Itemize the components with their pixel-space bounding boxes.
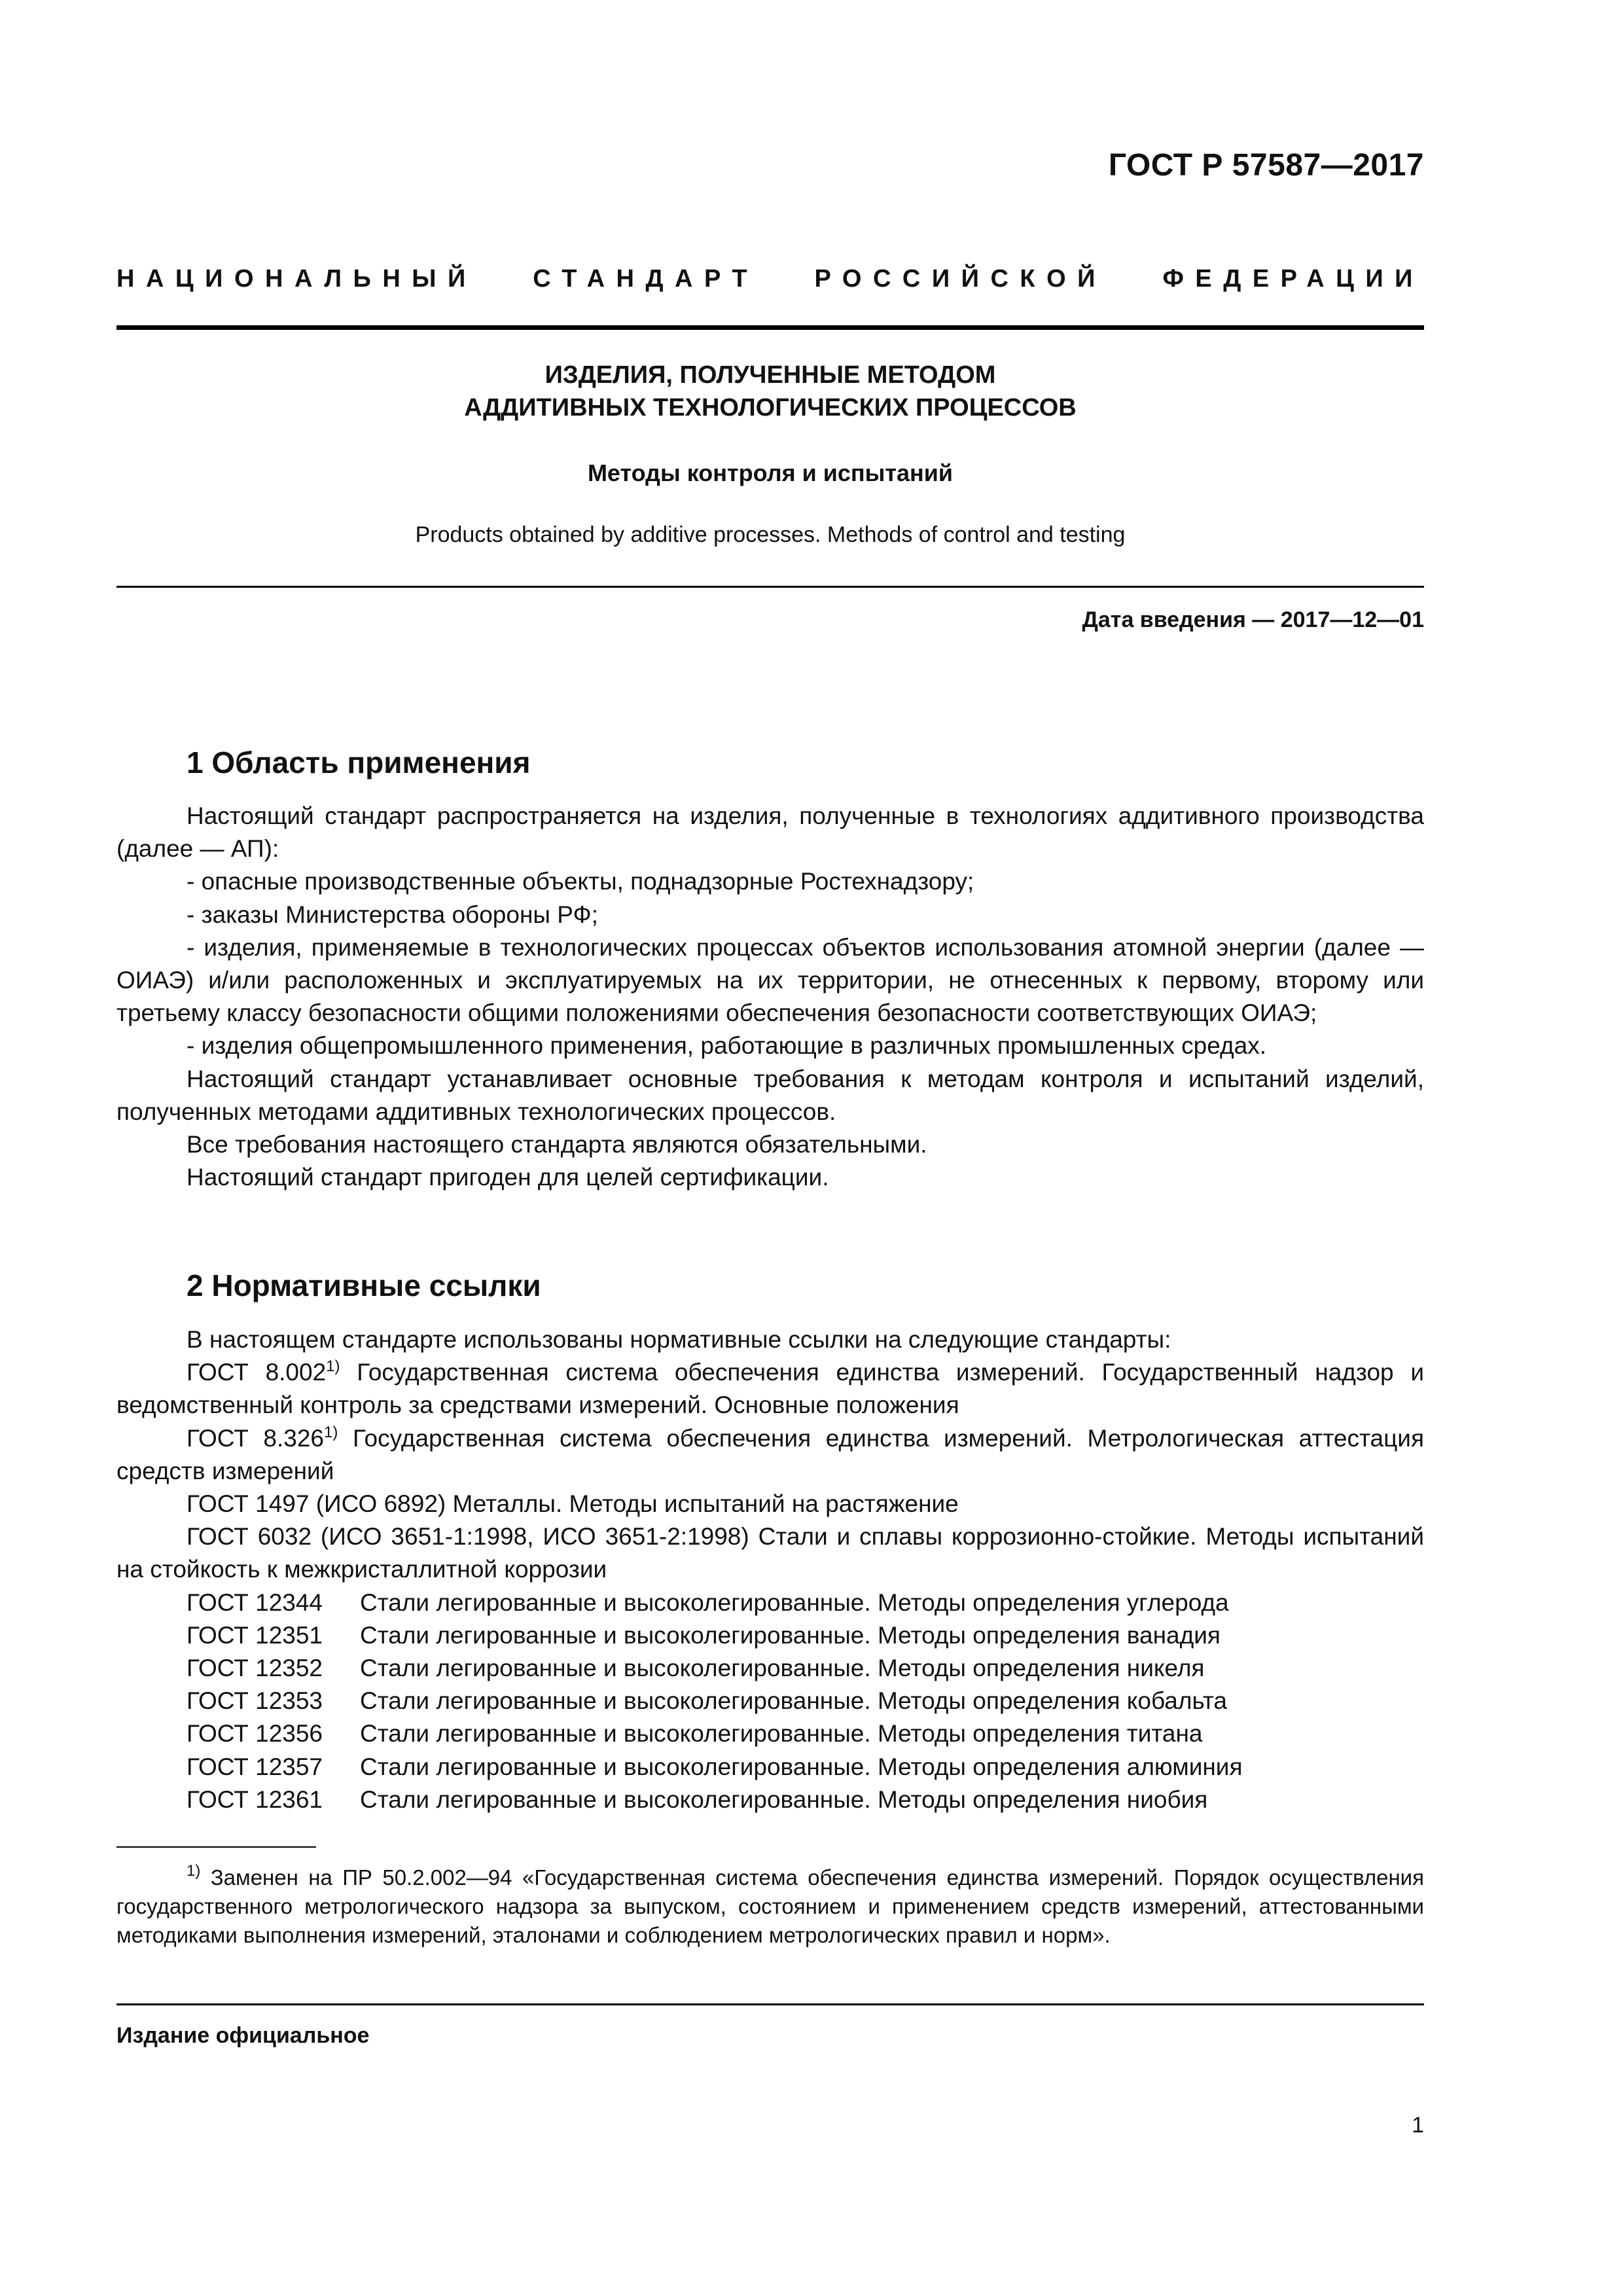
scope-list-item: - заказы Министерства обороны РФ;	[187, 901, 598, 928]
section-2-heading: 2 Нормативные ссылки	[187, 1268, 541, 1302]
document-title-english: Products obtained by additive processes. Methods of control and testing	[415, 522, 1126, 547]
official-edition-label: Издание официальное	[116, 2023, 370, 2048]
reference-code: ГОСТ 12344	[187, 1588, 323, 1616]
reference-title: Стали легированные и высоколегированные. Методы определения титана	[360, 1720, 1203, 1748]
section-1-body	[116, 800, 1424, 1194]
scope-paragraph: Настоящий стандарт устанавливает основные требования к методам контроля и испытаний изделий, полученных методами аддитивных технологических процессов.	[116, 1065, 1424, 1125]
reference-code: ГОСТ 12353	[187, 1687, 323, 1715]
document-title-line-2: АДДИТИВНЫХ ТЕХНОЛОГИЧЕСКИХ ПРОЦЕССОВ	[464, 394, 1077, 422]
reference-title: Государственная система обеспечения единства измерений. Метрологическая аттестация средств измерений	[116, 1424, 1424, 1484]
reference-code: ГОСТ 12351	[187, 1621, 323, 1649]
footnote-body: Заменен на ПР 50.2.002—94 «Государственная система обеспечения единства измерений. Порядок осуществления государственного метрологического надзора за выпуском, состоянием и применением средств измерений, аттестованными методиками выполнения измерений, эталонами и соблюдением метрологических правил и норм».	[116, 1865, 1424, 1947]
reference-row	[116, 1751, 1424, 1784]
footnote-marker: 1)	[326, 1357, 340, 1376]
reference-row	[116, 1587, 1424, 1619]
footnote-marker: 1)	[324, 1423, 338, 1441]
header-divider	[116, 325, 1424, 330]
references-intro: В настоящем стандарте использованы нормативные ссылки на следующие стандарты:	[187, 1326, 1171, 1353]
scope-paragraph: Все требования настоящего стандарта являются обязательными.	[187, 1131, 927, 1158]
reference-title: Стали легированные и высоколегированные. Методы определения углерода	[360, 1588, 1229, 1616]
scope-paragraph: Настоящий стандарт пригоден для целей сертификации.	[187, 1164, 829, 1191]
scope-list-item: - изделия общепромышленного применения, работающие в различных промышленных средах.	[187, 1032, 1266, 1060]
reference-item	[116, 1422, 1424, 1488]
footer-divider	[116, 2003, 1424, 2005]
reference-title: Стали легированные и высоколегированные. Методы определения ниобия	[360, 1785, 1208, 1813]
scope-list-item: - изделия, применяемые в технологических процессах объектов использования атомной энергии (далее — ОИАЭ) и/или расположенных и эксплуатируемых на их территории, не отнесенных к первому, второму или третьему классу безопасности общими положениями обеспечения безопасности соответствующих ОИАЭ;	[116, 933, 1424, 1027]
footnote-separator	[116, 1846, 316, 1848]
introduction-date: Дата введения — 2017—12—01	[1082, 607, 1424, 632]
reference-title: Стали легированные и высоколегированные. Методы определения ванадия	[360, 1621, 1221, 1649]
reference-code: ГОСТ 8.326	[187, 1424, 325, 1452]
national-standard-banner: НАЦИОНАЛЬНЫЙ СТАНДАРТ РОССИЙСКОЙ ФЕДЕРАЦИИ	[116, 265, 1424, 293]
footnote	[116, 1863, 1424, 1950]
gost-number: ГОСТ Р 57587—2017	[1108, 148, 1424, 183]
document-title	[116, 359, 1424, 424]
reference-code: ГОСТ 12361	[187, 1785, 323, 1813]
reference-title: Стали легированные и высоколегированные. Методы определения никеля	[360, 1655, 1205, 1682]
reference-code: ГОСТ 8.002	[187, 1359, 327, 1386]
reference-title: Стали легированные и высоколегированные. Методы определения кобальта	[360, 1687, 1227, 1715]
scope-paragraph: Настоящий стандарт распространяется на изделия, полученные в технологиях аддитивного производства (далее — АП):	[116, 802, 1424, 863]
footnote-text	[116, 1863, 1424, 1950]
reference-title: Государственная система обеспечения единства измерений. Государственный надзор и ведомственный контроль за средствами измерений. Основные положения	[116, 1359, 1425, 1419]
document-subtitle: Методы контроля и испытаний	[587, 459, 954, 486]
section-1-heading: 1 Область применения	[187, 745, 531, 780]
reference-title: Стали легированные и высоколегированные. Методы определения алюминия	[360, 1753, 1243, 1780]
reference-code: ГОСТ 12352	[187, 1655, 323, 1682]
document-title-line-1: ИЗДЕЛИЯ, ПОЛУЧЕННЫЕ МЕТОДОМ	[544, 361, 996, 389]
reference-row	[116, 1784, 1424, 1816]
reference-row	[116, 1717, 1424, 1750]
scope-list-item: - опасные производственные объекты, поднадзорные Ростехнадзору;	[187, 868, 974, 895]
reference-item	[116, 1356, 1424, 1422]
reference-row	[116, 1685, 1424, 1717]
title-divider	[116, 586, 1424, 588]
reference-code: ГОСТ 12356	[187, 1720, 323, 1748]
reference-row	[116, 1619, 1424, 1652]
reference-code: ГОСТ 12357	[187, 1753, 323, 1780]
page-number: 1	[1412, 2113, 1424, 2138]
reference-item: ГОСТ 1497 (ИСО 6892) Металлы. Методы испытаний на растяжение	[187, 1490, 959, 1518]
section-2-body	[116, 1323, 1424, 1816]
reference-item: ГОСТ 6032 (ИСО 3651-1:1998, ИСО 3651-2:1998) Стали и сплавы коррозионно-стойкие. Методы испытаний на стойкость к межкристаллитной коррозии	[116, 1523, 1424, 1583]
footnote-marker: 1)	[187, 1862, 201, 1880]
reference-row	[116, 1652, 1424, 1685]
